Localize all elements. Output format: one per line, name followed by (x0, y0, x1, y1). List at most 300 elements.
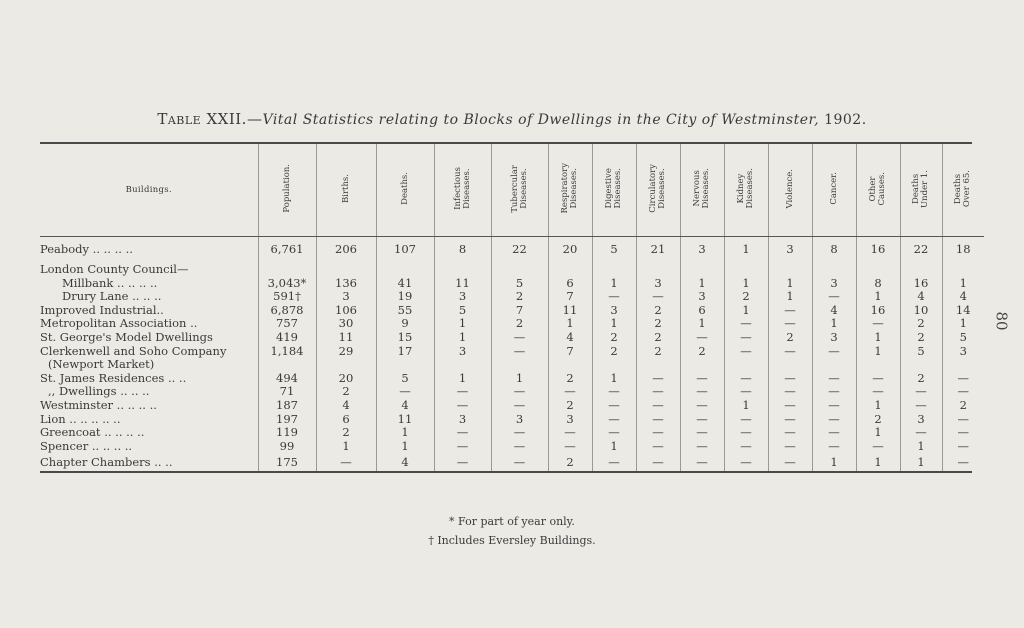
table-row (40, 453, 984, 471)
cell-value: — (856, 317, 900, 331)
cell-value: — (768, 317, 812, 331)
cell-value (942, 263, 984, 277)
cell-value: — (491, 453, 548, 471)
cell-value: 2 (592, 331, 636, 345)
cell-value: — (812, 372, 856, 386)
cell-value: — (812, 290, 856, 304)
cell-value (812, 358, 856, 372)
cell-value: 1 (592, 440, 636, 454)
cell-value: 20 (548, 237, 592, 264)
title-year: 1902. (824, 112, 867, 128)
building-name: ,, Dwellings .. .. .. (48, 385, 150, 399)
page-number: 80 (992, 311, 1011, 331)
cell-value: 8 (434, 237, 491, 264)
cell-value: 5 (942, 331, 984, 345)
cell-value: 21 (636, 237, 680, 264)
cell-value: — (856, 385, 900, 399)
column-header-label: Other Causes. (868, 171, 887, 206)
cell-value: 1 (812, 453, 856, 471)
cell-value: 419 (258, 331, 316, 345)
column-header (434, 144, 491, 237)
cell-value: 18 (942, 237, 984, 264)
cell-value: 99 (258, 440, 316, 454)
cell-value: — (680, 426, 724, 440)
cell-value (768, 358, 812, 372)
cell-value: 30 (316, 317, 376, 331)
cell-value: 3 (812, 277, 856, 291)
cell-value: 1 (680, 277, 724, 291)
cell-value: — (680, 440, 724, 454)
cell-value: 4 (548, 331, 592, 345)
column-header-label: Cancer. (828, 172, 839, 205)
column-header-label: Circulatory Diseases. (648, 164, 667, 213)
cell-value: 1 (856, 290, 900, 304)
cell-value (434, 263, 491, 277)
cell-value: — (434, 385, 491, 399)
cell-value: 197 (258, 413, 316, 427)
cell-value (724, 358, 768, 372)
cell-value: 2 (900, 372, 942, 386)
cell-value: 1 (900, 453, 942, 471)
cell-value: 9 (376, 317, 434, 331)
cell-value: 2 (548, 399, 592, 413)
cell-value: — (636, 413, 680, 427)
cell-value: — (548, 426, 592, 440)
cell-value: 591† (258, 290, 316, 304)
table-row (40, 331, 984, 345)
table-row (40, 317, 984, 331)
cell-value (491, 263, 548, 277)
cell-value: 2 (592, 345, 636, 359)
table-row (40, 237, 984, 264)
cell-value: — (768, 399, 812, 413)
cell-value: 1 (491, 372, 548, 386)
cell-value: 2 (548, 453, 592, 471)
cell-value: — (812, 399, 856, 413)
cell-value: — (724, 331, 768, 345)
cell-value: 1 (434, 331, 491, 345)
column-header-label: Population. (281, 164, 292, 213)
cell-value: 1 (592, 372, 636, 386)
column-header (768, 144, 812, 237)
cell-value: — (900, 399, 942, 413)
cell-value: 3 (434, 345, 491, 359)
cell-value (434, 358, 491, 372)
building-name: London County Council— (40, 263, 189, 276)
table-row (40, 413, 984, 427)
cell-value: — (491, 385, 548, 399)
cell-value: 2 (491, 290, 548, 304)
column-header-label: Births. (340, 174, 351, 203)
cell-value: 2 (942, 399, 984, 413)
cell-value: — (434, 440, 491, 454)
cell-value: 3 (434, 290, 491, 304)
cell-value: — (636, 372, 680, 386)
cell-value: — (592, 413, 636, 427)
cell-value: 107 (376, 237, 434, 264)
column-header-label: Deaths Under 1. (911, 169, 930, 208)
cell-value: — (724, 413, 768, 427)
cell-value: 5 (900, 345, 942, 359)
cell-value: — (491, 331, 548, 345)
building-name: St. George's Model Dwellings (40, 330, 213, 344)
cell-value: 16 (856, 304, 900, 318)
cell-value: 2 (724, 290, 768, 304)
cell-value: 5 (592, 237, 636, 264)
cell-value: 5 (434, 304, 491, 318)
table-row (40, 277, 984, 291)
table-row (40, 263, 984, 277)
cell-value: 1 (856, 345, 900, 359)
cell-value: 1 (768, 290, 812, 304)
table-row (40, 440, 984, 454)
column-header (491, 144, 548, 237)
table-row (40, 304, 984, 318)
building-name: Greencoat .. .. .. .. (40, 426, 145, 440)
cell-value: 494 (258, 372, 316, 386)
cell-value: — (942, 426, 984, 440)
column-header-label: Tubercular Diseases. (509, 164, 529, 213)
building-name: Spencer .. .. .. .. (40, 439, 133, 453)
cell-value: 29 (316, 345, 376, 359)
cell-value: 2 (636, 317, 680, 331)
cell-value: — (592, 290, 636, 304)
column-header (258, 144, 316, 237)
cell-value: — (724, 345, 768, 359)
cell-value (856, 263, 900, 277)
cell-value: 1 (724, 237, 768, 264)
column-header-label: Deaths Over 65. (953, 169, 973, 208)
cell-value: 2 (636, 304, 680, 318)
column-header (316, 144, 376, 237)
table-row (40, 345, 984, 359)
cell-value: 2 (548, 372, 592, 386)
cell-value: 20 (316, 372, 376, 386)
cell-value: — (491, 399, 548, 413)
cell-value: — (900, 426, 942, 440)
cell-value: 1 (724, 304, 768, 318)
cell-value: 2 (900, 331, 942, 345)
cell-value: 175 (258, 453, 316, 471)
cell-value: 3 (768, 237, 812, 264)
cell-value (258, 358, 316, 372)
cell-value: 8 (856, 277, 900, 291)
cell-value: — (768, 440, 812, 454)
cell-value: 119 (258, 426, 316, 440)
cell-value: — (942, 413, 984, 427)
column-header (592, 144, 636, 237)
cell-value (636, 263, 680, 277)
table-row (40, 426, 984, 440)
cell-value: 17 (376, 345, 434, 359)
cell-value: — (768, 345, 812, 359)
cell-value (548, 263, 592, 277)
cell-value (316, 263, 376, 277)
cell-value (592, 358, 636, 372)
column-header-label: Deaths. (399, 172, 410, 205)
cell-value: 5 (491, 277, 548, 291)
cell-value: — (812, 385, 856, 399)
cell-value: — (724, 426, 768, 440)
cell-value: 1 (680, 317, 724, 331)
page-title (0, 110, 1024, 128)
column-header-buildings: Buildings. (40, 144, 258, 237)
cell-value: 2 (856, 413, 900, 427)
cell-value: — (900, 385, 942, 399)
cell-value: 3 (491, 413, 548, 427)
cell-value: 6,761 (258, 237, 316, 264)
cell-value: — (768, 453, 812, 471)
table-row (40, 385, 984, 399)
cell-value: 3 (680, 290, 724, 304)
cell-value: 2 (636, 331, 680, 345)
cell-value: — (316, 453, 376, 471)
cell-value: — (812, 345, 856, 359)
cell-value: 1 (434, 317, 491, 331)
cell-value: — (491, 440, 548, 454)
cell-value (636, 358, 680, 372)
cell-value: 1 (768, 277, 812, 291)
cell-value: 1 (856, 453, 900, 471)
cell-value: 41 (376, 277, 434, 291)
cell-value: 22 (900, 237, 942, 264)
cell-value: — (724, 372, 768, 386)
cell-value: — (768, 413, 812, 427)
cell-value: — (724, 440, 768, 454)
column-header (900, 144, 942, 237)
cell-value: 3 (592, 304, 636, 318)
cell-value: — (636, 399, 680, 413)
cell-value: 1 (942, 277, 984, 291)
column-header (942, 144, 984, 237)
building-name: Improved Industrial.. (40, 303, 164, 317)
cell-value: — (812, 413, 856, 427)
table-row (40, 290, 984, 304)
cell-value: 15 (376, 331, 434, 345)
column-header (680, 144, 724, 237)
cell-value: — (491, 345, 548, 359)
cell-value: 7 (491, 304, 548, 318)
cell-value: 4 (812, 304, 856, 318)
building-name: St. James Residences .. .. (40, 371, 187, 385)
cell-value: 3 (812, 331, 856, 345)
cell-value: — (768, 385, 812, 399)
cell-value: 3 (680, 237, 724, 264)
table-row (40, 372, 984, 386)
cell-value: — (724, 453, 768, 471)
cell-value (680, 263, 724, 277)
cell-value: 2 (768, 331, 812, 345)
cell-value: 10 (900, 304, 942, 318)
cell-value (812, 263, 856, 277)
cell-value (548, 358, 592, 372)
cell-value: — (592, 399, 636, 413)
cell-value: — (724, 317, 768, 331)
building-name: Millbank .. .. .. .. (62, 276, 158, 290)
cell-value: 2 (680, 345, 724, 359)
cell-value: 1 (942, 317, 984, 331)
column-header-label: Infectious Diseases. (452, 167, 472, 210)
cell-value: 1 (812, 317, 856, 331)
cell-value: 1 (856, 399, 900, 413)
cell-value: — (856, 440, 900, 454)
cell-value: — (942, 440, 984, 454)
cell-value: 3 (900, 413, 942, 427)
cell-value: 55 (376, 304, 434, 318)
cell-value: 1 (900, 440, 942, 454)
cell-value: — (636, 440, 680, 454)
cell-value: 1 (316, 440, 376, 454)
building-name: Lion .. .. .. .. .. (40, 412, 121, 426)
cell-value (258, 263, 316, 277)
header-row (40, 144, 984, 237)
cell-value: — (680, 385, 724, 399)
cell-value (491, 358, 548, 372)
cell-value (900, 263, 942, 277)
cell-value: — (942, 385, 984, 399)
cell-value: 6 (548, 277, 592, 291)
cell-value: — (434, 399, 491, 413)
cell-value: 6 (316, 413, 376, 427)
cell-value: 187 (258, 399, 316, 413)
cell-value (900, 358, 942, 372)
cell-value: 6,878 (258, 304, 316, 318)
cell-value: 106 (316, 304, 376, 318)
cell-value: 3 (434, 413, 491, 427)
building-name: Peabody .. .. .. .. (40, 242, 133, 257)
building-name: Metropolitan Association .. (40, 317, 198, 331)
footnote-eversley: † Includes Eversley Buildings. (428, 534, 596, 547)
cell-value: 1 (856, 331, 900, 345)
cell-value: — (376, 385, 434, 399)
cell-value (592, 263, 636, 277)
column-header (856, 144, 900, 237)
cell-value: — (680, 399, 724, 413)
cell-value: 6 (680, 304, 724, 318)
cell-value: 2 (636, 345, 680, 359)
cell-value: 1 (376, 426, 434, 440)
cell-value: — (724, 385, 768, 399)
cell-value: 3,043* (258, 277, 316, 291)
cell-value: — (768, 426, 812, 440)
column-header-label: Violence. (784, 168, 795, 209)
cell-value (376, 263, 434, 277)
cell-value: 1 (434, 372, 491, 386)
cell-value (376, 358, 434, 372)
cell-value: 19 (376, 290, 434, 304)
column-header-label: Respiratory Diseases. (560, 163, 579, 214)
cell-value: 3 (942, 345, 984, 359)
cell-value: — (592, 453, 636, 471)
column-header (548, 144, 592, 237)
vital-statistics-table (40, 142, 972, 473)
cell-value: — (434, 426, 491, 440)
column-header (636, 144, 680, 237)
cell-value: — (942, 372, 984, 386)
cell-value: 1,184 (258, 345, 316, 359)
cell-value: 71 (258, 385, 316, 399)
cell-value: 11 (376, 413, 434, 427)
table-row (40, 399, 984, 413)
cell-value: — (942, 453, 984, 471)
cell-value: 4 (316, 399, 376, 413)
cell-value: — (636, 385, 680, 399)
building-name: Westminster .. .. .. .. (40, 398, 157, 412)
cell-value: — (548, 385, 592, 399)
footnote-part-year: * For part of year only. (449, 515, 575, 528)
cell-value: — (768, 304, 812, 318)
cell-value: — (548, 440, 592, 454)
cell-value: 1 (592, 277, 636, 291)
cell-value: 4 (376, 453, 434, 471)
cell-value: 7 (548, 290, 592, 304)
cell-value: — (491, 426, 548, 440)
cell-value: 11 (548, 304, 592, 318)
cell-value: 3 (316, 290, 376, 304)
cell-value (680, 358, 724, 372)
cell-value: 757 (258, 317, 316, 331)
building-name: Drury Lane .. .. .. (62, 290, 162, 304)
title-text: Vital Statistics relating to Blocks of Dwellings in the City of Westminster, (262, 112, 820, 128)
cell-value: — (812, 440, 856, 454)
column-header (812, 144, 856, 237)
cell-value: — (592, 426, 636, 440)
cell-value: 8 (812, 237, 856, 264)
cell-value: 4 (376, 399, 434, 413)
cell-value: 2 (316, 385, 376, 399)
column-header-label: Kidney Diseases. (736, 168, 755, 209)
column-header (376, 144, 434, 237)
column-header-label: Nervous Diseases. (692, 168, 711, 209)
building-name: Chapter Chambers .. .. (40, 454, 173, 469)
cell-value (768, 263, 812, 277)
table-body (40, 237, 984, 472)
cell-value: — (680, 453, 724, 471)
cell-value: — (636, 426, 680, 440)
cell-value: — (636, 290, 680, 304)
footnotes (0, 512, 1024, 550)
cell-value: 136 (316, 277, 376, 291)
cell-value: — (680, 372, 724, 386)
cell-value: — (856, 372, 900, 386)
cell-value: — (680, 413, 724, 427)
cell-value: 206 (316, 237, 376, 264)
cell-value: 5 (376, 372, 434, 386)
cell-value (724, 263, 768, 277)
cell-value (316, 358, 376, 372)
cell-value: 14 (942, 304, 984, 318)
cell-value: 11 (434, 277, 491, 291)
cell-value: 22 (491, 237, 548, 264)
cell-value: 11 (316, 331, 376, 345)
cell-value: — (680, 331, 724, 345)
cell-value: — (636, 453, 680, 471)
building-name: (Newport Market) (48, 358, 155, 372)
cell-value: — (592, 385, 636, 399)
cell-value: 1 (724, 399, 768, 413)
cell-value: 2 (491, 317, 548, 331)
column-header-label: Digestive Diseases. (604, 168, 623, 209)
cell-value: 16 (900, 277, 942, 291)
cell-value: 7 (548, 345, 592, 359)
cell-value: 1 (592, 317, 636, 331)
cell-value: 1 (376, 440, 434, 454)
cell-value: 3 (636, 277, 680, 291)
cell-value: — (434, 453, 491, 471)
cell-value: 1 (724, 277, 768, 291)
table-row (40, 358, 984, 372)
cell-value: 2 (316, 426, 376, 440)
